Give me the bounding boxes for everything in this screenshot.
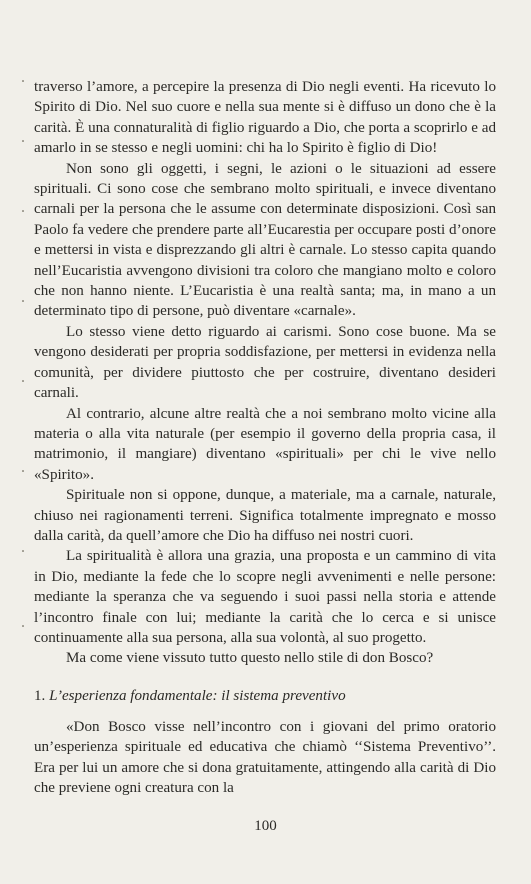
- paragraph: La spiritualità è allora una grazia, una proposta e un cammino di vita in Dio, mediante la fede che lo scopre negli avvenimenti e nelle persone: mediante la speranza che va seguendo i suoi passi nella storia e attende l’incontro finale con lui; mediante la carità che lo cerca e si unisce continuamente alla sua persona, alla sua volontà, al suo progetto.: [34, 548, 496, 646]
- body-text: [34, 77, 496, 669]
- paragraph: Al contrario, alcune altre realtà che a noi sembrano molto vicine alla materia o alla vita naturale (per esempio il governo della propria casa, il matrimonio, il mangiare) diventano «spirituali» per chi le vive nello «Spirito».: [34, 405, 496, 483]
- page-number: 100: [254, 818, 277, 834]
- paragraph: Ma come viene vissuto tutto questo nello stile di don Bosco?: [66, 650, 434, 667]
- paragraph: Lo stesso viene detto riguardo ai carismi. Sono cose buone. Ma se vengono desiderati per propria soddisfazione, per mettersi in evidenza nella comunità, per dividere piuttosto che per costruire, diventano desideri carnali.: [34, 323, 496, 402]
- paragraph: «Don Bosco visse nell’incontro con i giovani del primo oratorio un’esperienza spirituale ed educativa che chiamò ‘‘Sistema Preventivo’’. Era per lui un amore che si dona gratuitamente, attingendo alla carità di Dio che previene ogni creatura con la: [34, 719, 496, 797]
- margin-dots: [22, 80, 24, 640]
- section-heading: [34, 686, 496, 706]
- paragraph: Non sono gli oggetti, i segni, le azioni o le situazioni ad essere spirituali. Ci sono cose che sembrano molto spirituali, e invece diventano carnali per la persona che le assume con determinate disposizioni. Così san Paolo fa vedere che prendere parte all’Eucarestia per occupare posti d’onore e mettersi in vista e disprezzando gli altri è carnale. Lo stesso capita quando nell’Eucaristia avvengono divisioni tra coloro che mangiano molto e coloro che non hanno niente. L’Eucaristia è una realtà santa; ma, in mano a un determinato tipo di persone, può diventare «carnale».: [34, 160, 496, 320]
- paragraph: traverso l’amore, a percepire la presenza di Dio negli eventi. Ha ricevuto lo Spirito di Dio. Nel suo cuore e nella sua mente si è diffuso un dono che è la carità. È una connaturalità di figlio riguardo a Dio, che porta a scoprirlo e ad amarlo in se stesso e negli uomini: chi ha lo Spirito è figlio di Dio!: [34, 79, 496, 157]
- section-title: L’esperienza fondamentale: il sistema preventivo: [49, 688, 346, 704]
- section-number: 1.: [34, 688, 46, 704]
- section-body: [34, 717, 496, 799]
- paragraph: Spirituale non si oppone, dunque, a materiale, ma a carnale, naturale, chiuso nei ragionamenti terreni. Significa totalmente impregnato e mosso dalla carità, da quell’amore che Dio ha diffuso nei nostri cuori.: [34, 487, 496, 544]
